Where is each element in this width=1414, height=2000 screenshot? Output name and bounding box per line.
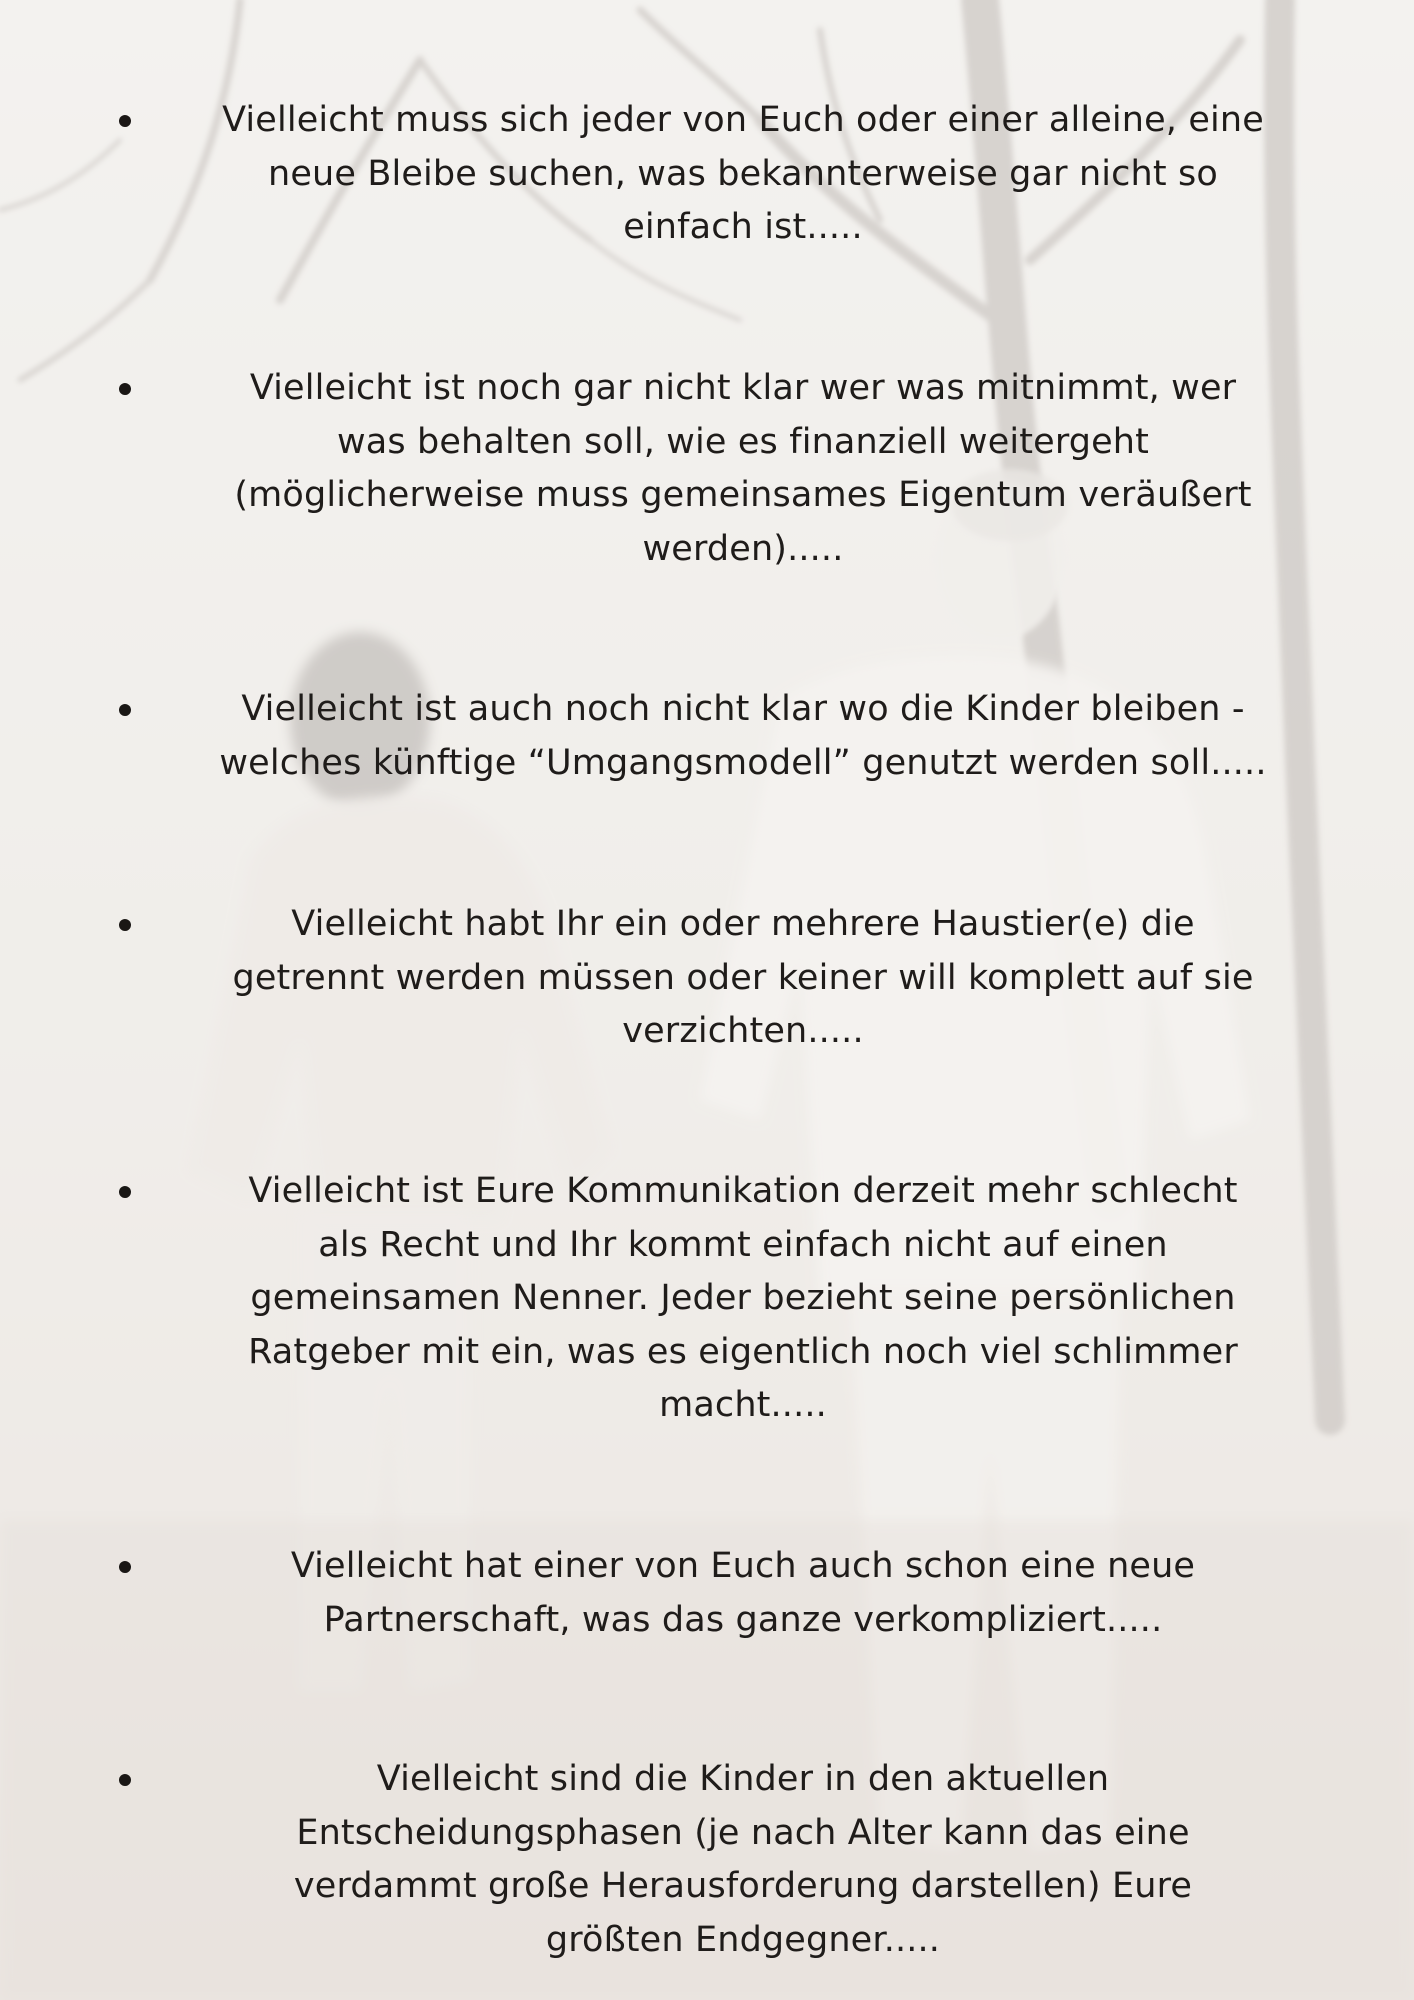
- list-item-text: Vielleicht ist auch noch nicht klar wo die Kinder bleiben - welches künftige “Umgangsmodell” genutzt werden soll.....: [219, 689, 1267, 783]
- bullet-icon: [119, 115, 131, 127]
- bullet-icon: [119, 1561, 131, 1573]
- list-item-text: Vielleicht ist noch gar nicht klar wer was mitnimmt, wer was behalten soll, wie es finanziell weitergeht (möglicherweise muss gemeinsames Eigentum veräußert werden).....: [234, 368, 1252, 569]
- bullet-icon: [119, 1186, 131, 1198]
- list-item-text: Vielleicht ist Eure Kommunikation derzeit mehr schlecht als Recht und Ihr kommt einfach nicht auf einen gemeinsamen Nenner. Jeder bezieht seine persönlichen Ratgeber mit ein, was es eigentlich noch viel schlimmer macht.....: [248, 1171, 1238, 1425]
- bullet-icon: [119, 383, 131, 395]
- list-item-text: Vielleicht habt Ihr ein oder mehrere Haustier(e) die getrennt werden müssen oder keiner will komplett auf sie verzichten.....: [232, 904, 1254, 1051]
- bullet-icon: [119, 1774, 131, 1786]
- list-item-text: Vielleicht muss sich jeder von Euch oder einer alleine, eine neue Bleibe suchen, was bekannterweise gar nicht so einfach ist.....: [222, 100, 1264, 247]
- list-item-text: Vielleicht sind die Kinder in den aktuellen Entscheidungsphasen (je nach Alter kann das eine verdammt große Herausforderung darstellen) Eure größten Endgegner.....: [293, 1759, 1193, 1960]
- bullet-icon: [119, 704, 131, 716]
- bullet-icon: [119, 919, 131, 931]
- list-item-text: Vielleicht hat einer von Euch auch schon eine neue Partnerschaft, was das ganze verkompliziert.....: [290, 1546, 1196, 1640]
